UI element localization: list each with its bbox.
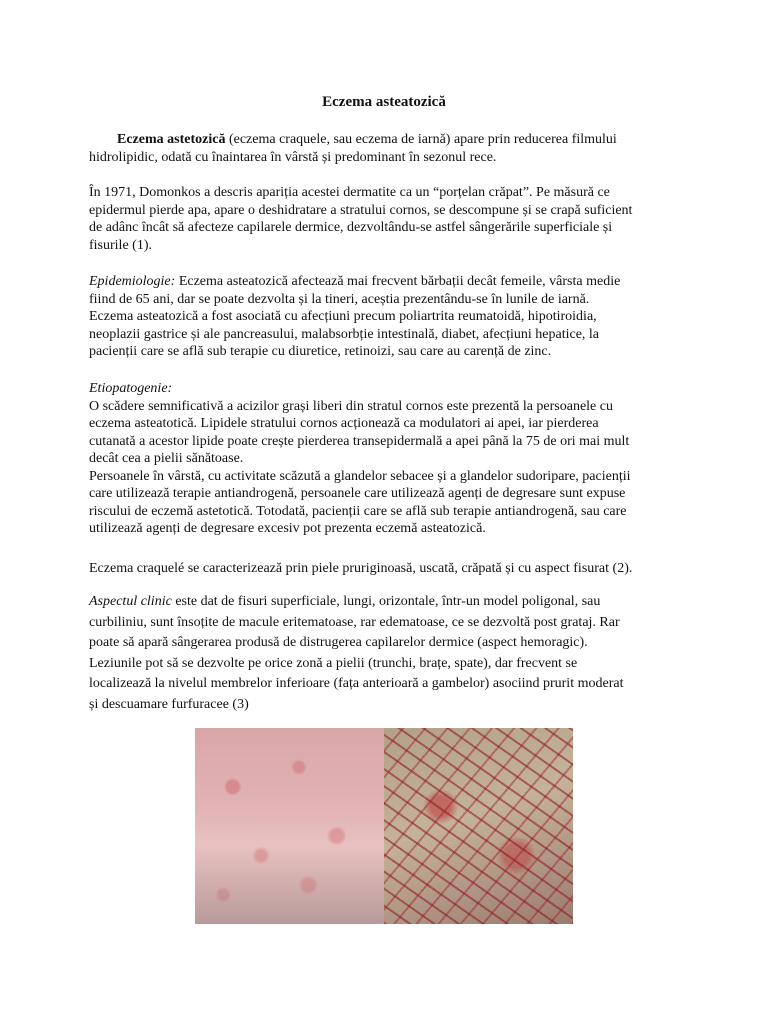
- etiopathogenesis-line: Persoanele în vârstă, cu activitate scăzută a glandelor sebacee și a glandelor sudoripare, pacienții: [89, 468, 631, 484]
- intro-bold-term: Eczema astetozică: [117, 132, 226, 147]
- clinical-line: și descuamare furfuracee (3): [89, 696, 249, 712]
- epidemiology-label: Epidemiologie:: [89, 274, 176, 289]
- etiopathogenesis-paragraph: [89, 380, 689, 538]
- epidemiology-line: neoplazii gastrice și ale pancreasului, malabsorbție intestinală, diabet, afecțiuni hepatice, la: [89, 326, 600, 342]
- history-paragraph: [89, 184, 689, 254]
- clinical-line: poate să apară sângerarea produsă de distrugerea capilarelor dermice (aspect hemoragic).: [89, 635, 588, 650]
- intro-line-1-rest: (eczema craquele, sau eczema de iarnă) apare prin reducerea filmului: [225, 132, 617, 147]
- epidemiology-line: Eczema asteatozică a fost asociată cu afecțiuni precum poliartrita reumatoidă, hipotiroidia,: [89, 309, 597, 324]
- epidemiology-line: pacienții care se află sub terapie cu diuretice, retinoizi, sau care au carență de zinc.: [89, 344, 552, 359]
- clinical-photographs: [195, 728, 573, 924]
- etiopathogenesis-line: decât cea a pielii sănătoase.: [89, 451, 244, 466]
- etiopathogenesis-line: care utilizează terapie antiandrogenă, persoanele care utilizează agenți de degresare sunt expuse: [89, 486, 626, 501]
- clinical-line-1-rest: este dat de fisuri superficiale, lungi, orizontale, într-un model poligonal, sau: [171, 594, 601, 609]
- epidemiology-paragraph: [89, 273, 689, 361]
- intro-line-1: [89, 131, 689, 149]
- etiopathogenesis-line: riscului de eczemă astetotică. Totodată, pacienții care se află sub terapie antiandrogenă, sau care: [89, 503, 627, 519]
- etiopathogenesis-line: eczema asteatotică. Lipidele stratului cornos acționează ca modulatori ai apei, iar pierderea: [89, 416, 599, 431]
- document-title: Eczema asteatozică: [322, 94, 446, 110]
- clinical-label: Aspectul clinic: [89, 594, 172, 609]
- epidemiology-line-1-rest: Eczema asteatozică afectează mai frecvent bărbații decât femeile, vârsta medie: [175, 274, 621, 289]
- intro-paragraph: [89, 131, 689, 166]
- craquele-paragraph: [89, 560, 689, 578]
- clinical-paragraph: [89, 592, 689, 715]
- etiopathogenesis-label: Etiopatogenie:: [89, 381, 173, 396]
- clinical-line: Leziunile pot să se dezvolte pe orice zonă a pielii (trunchi, brațe, spate), dar frecvent se: [89, 655, 578, 671]
- craquele-line: Eczema craquelé se caracterizează prin piele pruriginoasă, uscată, crăpată și cu aspect fisurat (2).: [89, 561, 633, 576]
- etiopathogenesis-line: utilizează agenți de degresare excesiv pot prezenta eczemă asteatozică.: [89, 521, 486, 536]
- erythematous-skin-photo: [195, 728, 384, 924]
- history-line: fisurile (1).: [89, 237, 152, 253]
- clinical-line-1: [89, 592, 689, 613]
- epidemiology-line-1: [89, 273, 689, 291]
- etiopathogenesis-line: cutanată a acestor lipide poate crește pierderea transepidermală a apei până la 75 de ori mai mult: [89, 433, 630, 449]
- history-line: În 1971, Domonkos a descris apariția acestei dermatite ca un “porțelan crăpat”. Pe măsură ce: [89, 185, 610, 200]
- intro-line-2: hidrolipidic, odată cu înaintarea în vârstă și predominant în sezonul rece.: [89, 149, 497, 165]
- clinical-line: curbiliniu, sunt însoțite de macule eritematoase, rar edematoase, ce se dezvoltă post grataj. Rar: [89, 614, 620, 630]
- history-line: epidermul pierde apa, apare o deshidratare a stratului cornos, se descompune și se crapă suficient: [89, 202, 633, 218]
- cracked-skin-photo: [384, 728, 573, 924]
- epidemiology-line: fiind de 65 ani, dar se poate dezvolta și la tineri, aceștia prezentându-se în lunile de iarnă.: [89, 291, 590, 307]
- clinical-line: localizează la nivelul membrelor inferioare (fața anterioară a gambelor) asociind prurit moderat: [89, 676, 624, 691]
- etiopathogenesis-line: O scădere semnificativă a acizilor grași liberi din stratul cornos este prezentă la persoanele cu: [89, 398, 613, 414]
- history-line: de adânc încât să afecteze capilarele dermice, dezvoltându-se astfel sângerările superficiale și: [89, 220, 613, 235]
